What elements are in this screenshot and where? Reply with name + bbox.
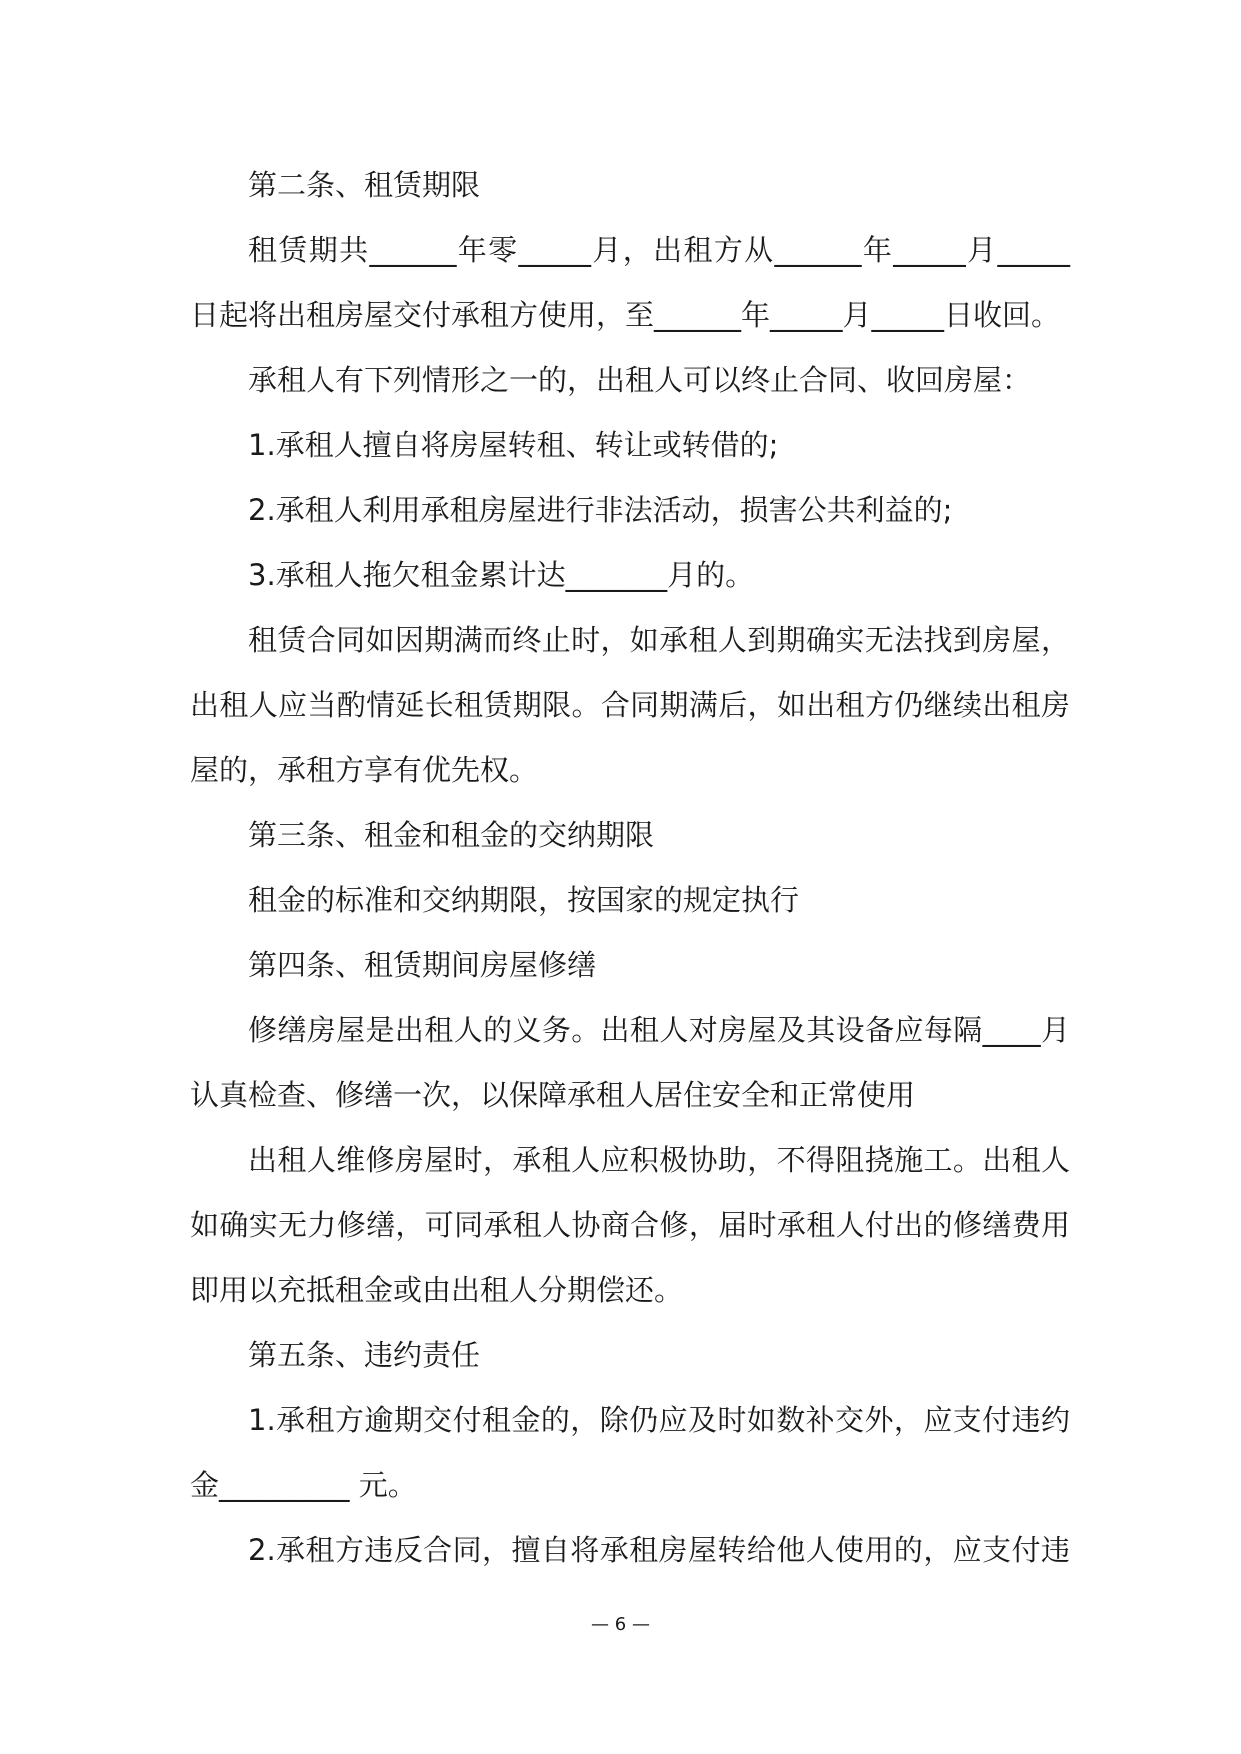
paragraph-line: 修缮房屋是出租人的义务。出租人对房屋及其设备应每隔____月: [248, 1013, 1070, 1047]
paragraph-line: 租赁合同如因期满而终止时，如承租人到期确实无法找到房屋，: [248, 623, 1070, 657]
paragraph-line: 认真检查、修缮一次，以保障承租人居住安全和正常使用: [190, 1078, 916, 1112]
paragraph-line: 出租人应当酌情延长租赁期限。合同期满后，如出租方仍继续出租房: [190, 688, 1070, 722]
article-5-heading: 第五条、违约责任: [248, 1338, 481, 1372]
list-item: 2.承租人利用承租房屋进行非法活动，损害公共利益的;: [248, 493, 953, 527]
paragraph-line: 出租人维修房屋时，承租人应积极协助，不得阻挠施工。出租人: [248, 1143, 1070, 1177]
list-item: 2.承租方违反合同，擅自将承租房屋转给他人使用的，应支付违: [248, 1533, 1070, 1567]
article-4-heading: 第四条、租赁期间房屋修缮: [248, 948, 597, 982]
article-2-heading: 第二条、租赁期限: [248, 168, 481, 202]
paragraph-line: 日起将出租房屋交付承租方使用，至______年_____月_____日收回。: [190, 298, 1061, 332]
paragraph-line: 租金的标准和交纳期限，按国家的规定执行: [248, 883, 800, 917]
paragraph-line: 租赁期共______年零_____月，出租方从______年_____月_____: [248, 233, 1070, 267]
paragraph-line: 如确实无力修缮，可同承租人协商合修，届时承租人付出的修缮费用: [190, 1208, 1070, 1242]
document-body: [190, 153, 1070, 1583]
paragraph-line: 承租人有下列情形之一的，出租人可以终止合同、收回房屋：: [248, 363, 1032, 397]
article-3-heading: 第三条、租金和租金的交纳期限: [248, 818, 655, 852]
list-item: 3.承租人拖欠租金累计达_______月的。: [248, 558, 755, 592]
list-item: 1.承租人擅自将房屋转租、转让或转借的;: [248, 428, 779, 462]
paragraph-line: 金_________ 元。: [190, 1468, 417, 1502]
paragraph-line: 屋的，承租方享有优先权。: [190, 753, 539, 787]
list-item: 1.承租方逾期交付租金的，除仍应及时如数补交外，应支付违约: [248, 1403, 1070, 1437]
page-number: — 6 —: [591, 1614, 650, 1635]
paragraph-line: 即用以充抵租金或由出租人分期偿还。: [190, 1273, 684, 1307]
